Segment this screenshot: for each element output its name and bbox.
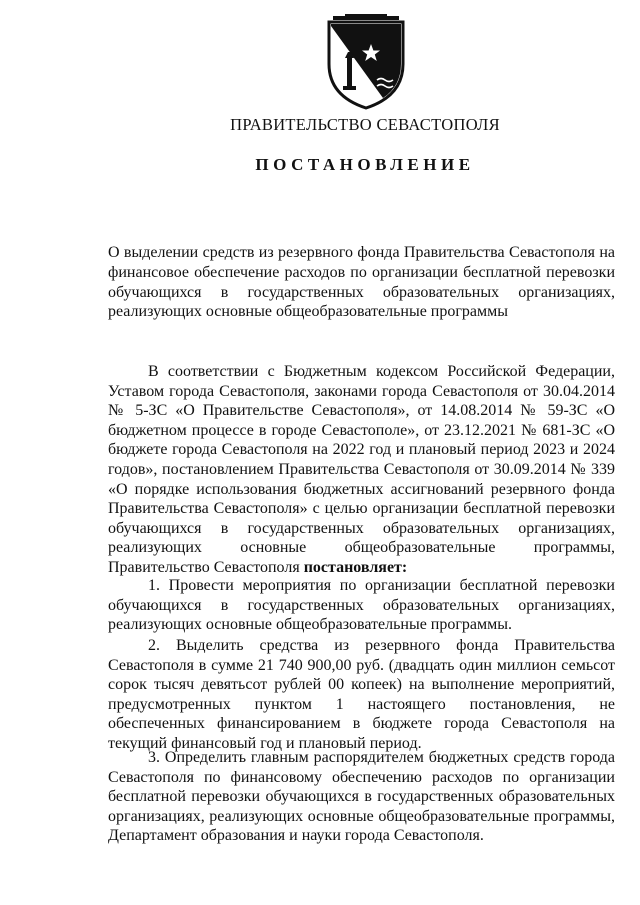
resolution-item-2: 2. Выделить средства из резервного фонда Правительства Севастополя в сумме 21 740 900,00 руб. (двадцать один миллион семьсот сорок тысяч девятьсот рублей 00 копеек) на выполнение мероприятий, предусмотренных пунктом 1 настоящего постановления, не обеспеченных финансированием в бюджете города Севастополя на текущий финансовый год и плановый период. [108, 637, 615, 752]
resolution-item-1: 1. Провести мероприятия по организации бесплатной перевозки обучающихся в государственных образовательных организациях, реализующих основные общеобразовательные программы. [108, 577, 615, 634]
sevastopol-coat-of-arms-icon [325, 14, 407, 110]
decision-word: постановляет: [303, 558, 408, 576]
document-type-title: ПОСТАНОВЛЕНИЕ [255, 155, 475, 174]
preamble-text: В соответствии с Бюджетным кодексом Российской Федерации, Уставом города Севастополя, законами города Севастополя от 30.04.2014 № 5-ЗС «О Правительстве Севастополя», от 14.08.2014 № 59-ЗС «О бюджетном процессе в городе Севастополе», от 23.12.2021 № 681-ЗС «О бюджете города Севастополя на 2022 год и плановый период 2023 и 2024 годов», постановлением Правительства Севастополя от 30.09.2014 № 339 «О порядке использования бюджетных ассигнований резервного фонда Правительства Севастополя» с целью организации бесплатной перевозки обучающихся в государственных образовательных организациях, реализующих основные общеобразовательные программы, Правительство Севастополя [108, 363, 615, 576]
resolution-item-3: 3. Определить главным распорядителем бюджетных средств города Севастополя по финансовому обеспечению расходов по организации бесплатной перевозки обучающихся в государственных образовательных организациях, реализующих основные общеобразовательные программы, Департамент образования и науки города Севастополя. [108, 749, 615, 845]
document-subject: О выделении средств из резервного фонда Правительства Севастополя на финансовое обеспечение расходов по организации бесплатной перевозки обучающихся в государственных образовательных организациях, реализующих основные общеобразовательные программы [108, 244, 615, 321]
preamble-paragraph [108, 362, 615, 578]
government-name: ПРАВИТЕЛЬСТВО СЕВАСТОПОЛЯ [230, 115, 500, 134]
